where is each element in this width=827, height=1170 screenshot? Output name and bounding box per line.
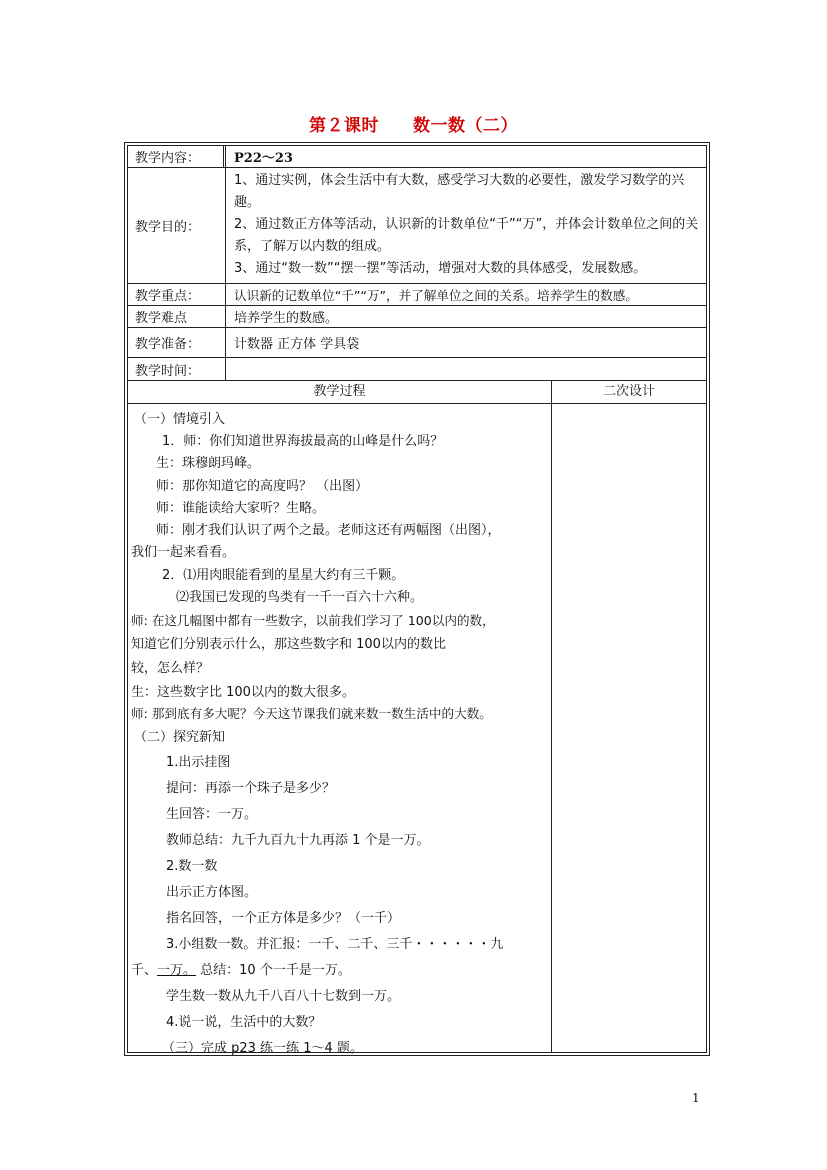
process-line: 师：谁能读给大家听？生略。: [156, 501, 326, 516]
value-difficulty: 培养学生的数感。: [234, 311, 339, 326]
section-heading: （一）情境引入: [134, 412, 226, 427]
process-line: 师：那你知道它的高度吗？ （出图）: [156, 479, 369, 494]
process-line: 知道它们分别表示什么，那这些数字和 100以内的数比: [131, 637, 446, 652]
process-line-summary: 总结：10 个一千是一万。: [196, 963, 351, 978]
label-key-points: 教学重点：: [128, 284, 226, 305]
process-line: 指名回答，一个正方体是多少？（一千）: [166, 911, 401, 926]
process-line: 1．师：你们知道世界海拔最高的山峰是什么吗？: [162, 434, 444, 449]
row-time: [128, 358, 706, 381]
goals-list: [230, 170, 702, 280]
value-content: P22～23: [234, 151, 293, 166]
process-line: 师: 在这几幅图中都有一些数字，以前我们学习了 100以内的数，: [131, 613, 495, 628]
section-heading: （三）完成 p23 练一练 1～4 题。: [162, 1041, 363, 1056]
row-section-headers: [128, 381, 706, 404]
process-line: 生回答：一万。: [166, 807, 258, 822]
process-line: [131, 959, 547, 978]
process-column: [128, 404, 552, 1056]
process-line: 2.数一数: [166, 859, 218, 874]
process-line: 我们一起来看看。: [131, 545, 236, 560]
lesson-title-period: 第２课时: [309, 116, 379, 136]
process-line: 师：刚才我们认识了两个之最。老师这还有两幅图（出图），: [156, 523, 501, 538]
value-preparation: 计数器 正方体 学具袋: [234, 337, 360, 352]
label-content: 教学内容：: [128, 146, 226, 167]
label-time: 教学时间：: [128, 358, 226, 380]
process-line: 生：珠穆朗玛峰。: [156, 456, 261, 471]
process-line: 学生数一数从九千八百八十七数到一万。: [166, 989, 401, 1004]
row-goals: [128, 168, 706, 284]
process-line: 提问：再添一个珠子是多少？: [166, 781, 336, 796]
process-line: 生：这些数字比 100以内的数大很多。: [131, 685, 355, 700]
process-line: 师: 那到底有多大呢？今天这节课我们就来数一数生活中的大数。: [131, 706, 492, 721]
page-number: 1: [692, 1091, 700, 1105]
label-difficulty: 教学难点: [128, 306, 226, 327]
goal-item: 3、通过“数一数”“摆一摆”等活动，增强对大数的具体感受，发展数感。: [234, 261, 647, 276]
process-line: 4.说一说，生活中的大数？: [166, 1015, 322, 1030]
lesson-title-topic: 数一数（二）: [413, 116, 518, 136]
redesign-column: [552, 404, 706, 1052]
goal-item: 2、通过数正方体等活动，认识新的计数单位“千”“万”，并体会计数单位之间的关系，了解万以内数的组成。: [234, 217, 699, 254]
goal-item: 1、通过实例，体会生活中有大数，感受学习大数的必要性，激发学习数学的兴趣。: [234, 173, 685, 210]
row-key-points: [128, 284, 706, 306]
label-goals: 教学目的：: [128, 168, 226, 283]
process-line: ⑵我国已发现的鸟类有一千一百六十六种。: [176, 590, 424, 605]
process-line: 2．⑴用肉眼能看到的星星大约有三千颗。: [162, 568, 405, 583]
lesson-title: [0, 111, 827, 136]
label-preparation: 教学准备：: [128, 328, 226, 357]
value-key-points: 认识新的记数单位“千”“万”，并了解单位之间的关系。培养学生的数感。: [234, 288, 638, 303]
process-line: 出示正方体图。: [166, 885, 258, 900]
header-redesign: 二次设计: [602, 384, 655, 399]
process-line: 较，怎么样？: [131, 661, 210, 676]
process-line-start: 千、: [131, 963, 158, 978]
process-line: 教师总结：九千九百九十九再添 1 个是一万。: [166, 833, 430, 848]
process-line: 1.出示挂图: [166, 755, 231, 770]
row-content: [128, 146, 706, 168]
value-time: [230, 358, 706, 380]
process-line: 3.小组数一数。并汇报：一千、二千、三千・・・・・・九: [166, 937, 504, 952]
section-heading: （二）探究新知: [134, 730, 226, 745]
row-preparation: [128, 328, 706, 358]
lesson-plan-table: [124, 142, 710, 1056]
row-difficulty: [128, 306, 706, 328]
underlined-answer: 一万。: [157, 963, 197, 978]
header-process: 教学过程: [128, 381, 552, 403]
